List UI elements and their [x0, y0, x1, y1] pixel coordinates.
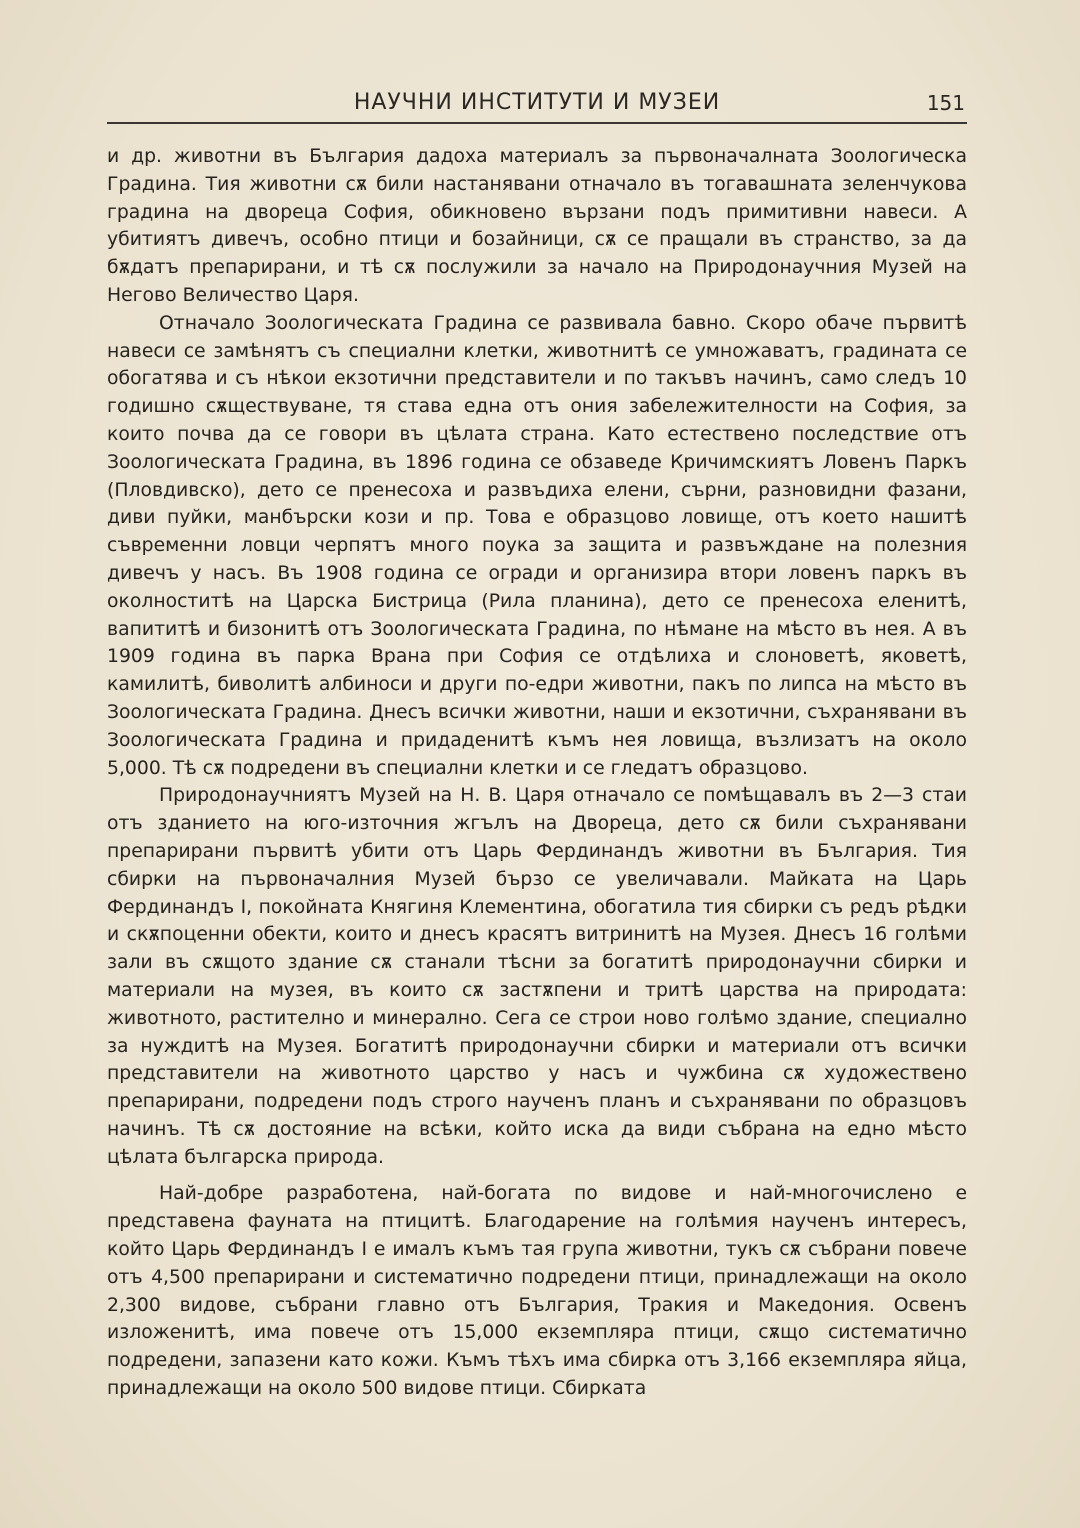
page-header: [107, 88, 967, 124]
page-number: 151: [926, 91, 965, 115]
paragraph-3: Природонаучниятъ Музей на Н. В. Царя отначало се помѣщавалъ въ 2—3 стаи отъ зданието на юго-източния жгълъ на Двореца, дето сѫ били съхранявани препарирани първитѣ убити отъ Царь Фердинандъ животни въ България. Тия сбирки на първоначалния Музей бързо се увеличавали. Майката на Царь Фердинандъ I, покойната Княгиня Клементина, обогатила тия сбирки съ редъ рѣдки и скѫпоценни обекти, които и днесъ красятъ витринитѣ на Музея. Днесъ 16 голѣми зали въ сѫщото здание сѫ станали тѣсни за богатитѣ природонаучни сбирки и материали на музея, въ които сѫ застѫпени и тритѣ царства на природата: животното, растително и минерално. Сега се строи ново голѣмо здание, специално за нуждитѣ на Музея. Богатитѣ природонаучни сбирки и материали отъ всички представители на животното царство у насъ и чужбина сѫ художествено препарирани, подредени подъ строго наученъ планъ и съхранявани по образцовъ начинъ. Тѣ сѫ достояние на всѣки, който иска да види събрана на едно мѣсто цѣлата българска природа.: [107, 785, 967, 1168]
paragraph-2: Отначало Зоологическата Градина се развивала бавно. Скоро обаче първитѣ навеси се замѣнятъ съ специални клетки, животнитѣ се умножаватъ, градината се обогатява и съ нѣкои екзотични представители и по такъвъ начинъ, само следъ 10 годишно сѫществуване, тя става една отъ ония забележителности на София, за които почва да се говори въ цѣлата страна. Като естествено последствие отъ Зоологическата Градина, въ 1896 година се обзаведе Кричимскиятъ Ловенъ Паркъ (Пловдивско), дето се пренесоха и развъдиха елени, сърни, разновидни фазани, диви пуйки, манбърски кози и пр. Това е образцово ловище, отъ което нашитѣ съвременни ловци черпятъ много поука за защита и развъждане на полезния дивечъ у насъ. Въ 1908 година се огради и организира втори ловенъ паркъ въ околноститѣ на Царска Бистрица (Рила планина), дето се пренесоха еленитѣ, вапититѣ и бизонитѣ отъ Зоологическата Градина, по нѣмане на мѣсто въ нея. А въ 1909 година въ парка Врана при София се отдѣлиха и слоноветѣ, яковетѣ, камилитѣ, биволитѣ албиноси и други по-едри животни, пакъ по липса на мѣсто въ Зоологическата Градина. Днесъ всички животни, наши и екзотични, съхранявани въ Зоологическата Градина и придаденитѣ къмъ нея ловища, възлизатъ на около 5,000. Тѣ сѫ подредени въ специални клетки и се гледатъ образцово.: [107, 312, 967, 779]
paragraph-1: и др. животни въ България дадоха материалъ за първоначалната Зоологическа Градина. Тия животни сѫ били настанявани отначало въ тогавашната зеленчукова градина на двореца София, обикновено вързани подъ примитивни навеси. А убитиятъ дивечъ, особно птици и бозайници, сѫ се пращали въ странство, за да бѫдатъ препарирани, и тѣ сѫ послужили за начало на Природонаучния Музей на Негово Величество Царя.: [107, 146, 967, 306]
body-text: [107, 143, 967, 1403]
running-title: НАУЧНИ ИНСТИТУТИ И МУЗЕИ: [353, 90, 721, 115]
paragraph-4: Най-добре разработена, най-богата по видове и най-многочислено е представена фауната на птицитѣ. Благодарение на голѣмия наученъ интересъ, който Царь Фердинандъ I е ималъ къмъ тая група животни, тукъ сѫ събрани повече отъ 4,500 препарирани и систематично подредени птици, принадлежащи на около 2,300 видове, събрани главно отъ България, Тракия и Македония. Освенъ изложенитѣ, има повече отъ 15,000 екземпляра птици, сѫщо систематично подредени, запазени като кожи. Къмъ тѣхъ има сбирка отъ 3,166 екземпляра яйца, принадлежащи на около 500 видове птици. Сбирката: [107, 1183, 967, 1400]
